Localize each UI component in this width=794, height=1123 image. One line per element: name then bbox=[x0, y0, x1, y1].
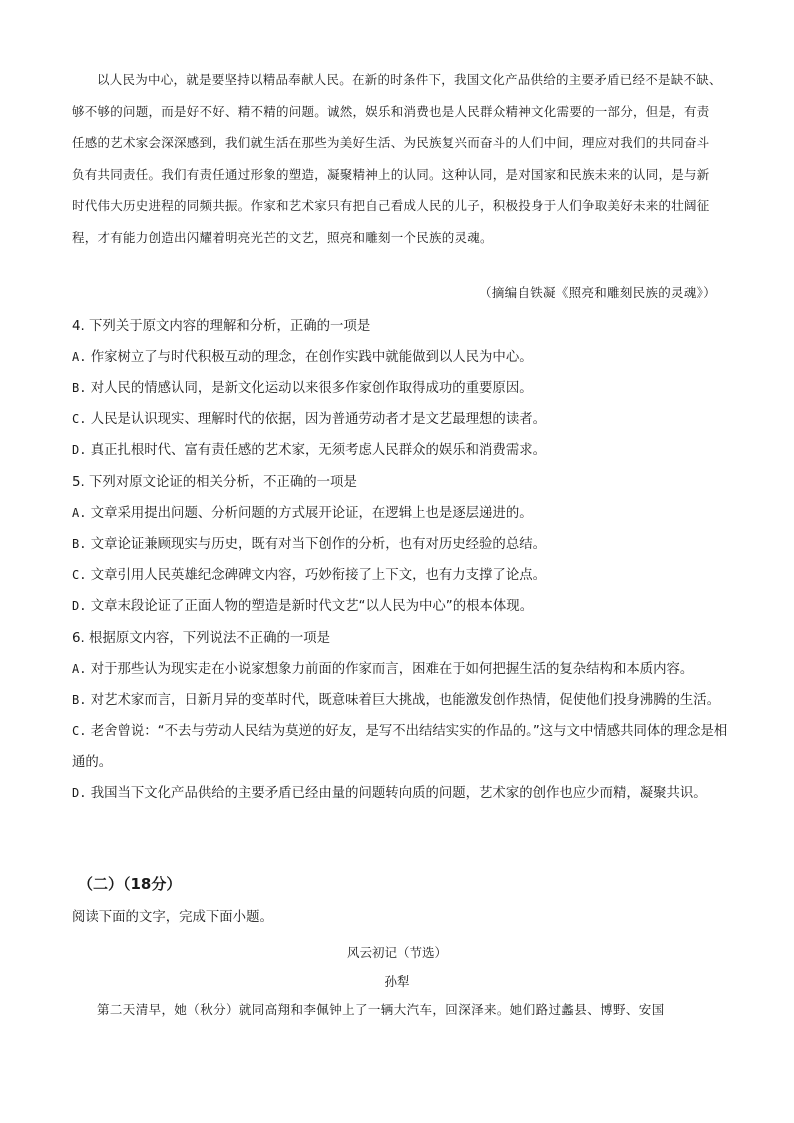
option-letter: C. bbox=[72, 724, 87, 738]
option-text: 对人民的情感认同，是新文化运动以来很多作家创作取得成功的重要原因。 bbox=[90, 381, 533, 396]
story-title: 风云初记（节选） bbox=[346, 945, 447, 960]
option-d bbox=[72, 591, 728, 622]
option-d bbox=[72, 778, 728, 809]
option-c bbox=[72, 560, 728, 591]
option-b bbox=[72, 685, 728, 716]
option-text: 文章论证兼顾现实与历史，既有对当下创作的分析，也有对历史经验的总结。 bbox=[90, 537, 546, 552]
option-letter: D. bbox=[72, 443, 87, 457]
option-letter: B. bbox=[72, 537, 87, 551]
section-heading: （二）（18分） bbox=[78, 875, 182, 893]
option-letter: C. bbox=[72, 568, 87, 582]
option-text: 作家树立了与时代积极互动的理念，在创作实践中就能做到以人民为中心。 bbox=[90, 350, 533, 365]
option-b bbox=[72, 373, 728, 404]
option-letter: A. bbox=[72, 662, 87, 676]
question-stem: 5. 下列对原文论证的相关分析，不正确的一项是 bbox=[72, 475, 357, 490]
option-d bbox=[72, 435, 728, 466]
option-text: 文章采用提出问题、分析问题的方式展开论证，在逻辑上也是逐层递进的。 bbox=[90, 506, 533, 521]
story-first-line: 第二天清早，她（秋分）就同高翔和李佩钟上了一辆大汽车，回深泽来。她们路过蠡县、博野、安国 bbox=[97, 1002, 665, 1017]
option-text: 老舍曾说：“不去与劳动人民结为莫逆的好友，是写不出结结实实的作品的。”这与文中情感共同体的理念是相通的。 bbox=[72, 724, 728, 770]
option-c bbox=[72, 716, 728, 778]
option-letter: B. bbox=[72, 693, 87, 707]
passage-source: （摘编自铁凝《照亮和雕刻民族的灵魂》） bbox=[479, 285, 716, 300]
option-text: 真正扎根时代、富有责任感的艺术家，无须考虑人民群众的娱乐和消费需求。 bbox=[90, 443, 546, 458]
option-letter: D. bbox=[72, 786, 87, 800]
option-text: 人民是认识现实、理解时代的依据，因为普通劳动者才是文艺最理想的读者。 bbox=[90, 412, 546, 427]
option-letter: B. bbox=[72, 381, 87, 395]
question-6 bbox=[72, 623, 728, 809]
question-5 bbox=[72, 467, 728, 622]
section-instruction: 阅读下面的文字，完成下面小题。 bbox=[72, 910, 273, 925]
option-letter: D. bbox=[72, 599, 87, 613]
question-4 bbox=[72, 311, 728, 466]
option-a bbox=[72, 342, 728, 373]
option-text: 文章末段论证了正面人物的塑造是新时代文艺“以人民为中心”的根本体现。 bbox=[90, 599, 534, 614]
option-c bbox=[72, 404, 728, 435]
option-letter: A. bbox=[72, 350, 87, 364]
option-a bbox=[72, 498, 728, 529]
option-text: 对于那些认为现实走在小说家想象力前面的作家而言，困难在于如何把握生活的复杂结构和本质内容。 bbox=[90, 662, 694, 677]
story-author: 孙犁 bbox=[384, 974, 410, 989]
option-text: 文章引用人民英雄纪念碑碑文内容，巧妙衔接了上下文，也有力支撑了论点。 bbox=[90, 568, 546, 583]
option-b bbox=[72, 529, 728, 560]
question-stem: 4. 下列关于原文内容的理解和分析，正确的一项是 bbox=[72, 319, 371, 334]
option-a bbox=[72, 654, 728, 685]
option-letter: A. bbox=[72, 506, 87, 520]
option-letter: C. bbox=[72, 412, 87, 426]
question-stem: 6. 根据原文内容，下列说法不正确的一项是 bbox=[72, 631, 331, 646]
option-text: 我国当下文化产品供给的主要矛盾已经由量的问题转向质的问题，艺术家的创作也应少而精，凝聚共识。 bbox=[90, 786, 707, 801]
passage-paragraph: 以人民为中心，就是要坚持以精品奉献人民。在新的时条件下，我国文化产品供给的主要矛盾已经不是缺不缺、够不够的问题，而是好不好、精不精的问题。诚然，娱乐和消费也是人民群众精神文化需要的一部分，但是，有责任感的艺术家会深深感到，我们就生活在那些为美好生活、为民族复兴而奋斗的人们中间，理应对我们的共同奋斗负有共同责任。我们有责任通过形象的塑造，凝聚精神上的认同。这种认同，是对国家和民族未来的认同，是与新时代伟大历史进程的同频共振。作家和艺术家只有把自己看成人民的儿子，积极投身于人们争取美好未来的壮阔征程，才有能力创造出闪耀着明亮光芒的文艺，照亮和雕刻一个民族的灵魂。 bbox=[72, 72, 722, 245]
option-text: 对艺术家而言，日新月异的变革时代，既意味着巨大挑战，也能激发创作热情，促使他们投身沸腾的生活。 bbox=[90, 693, 721, 708]
